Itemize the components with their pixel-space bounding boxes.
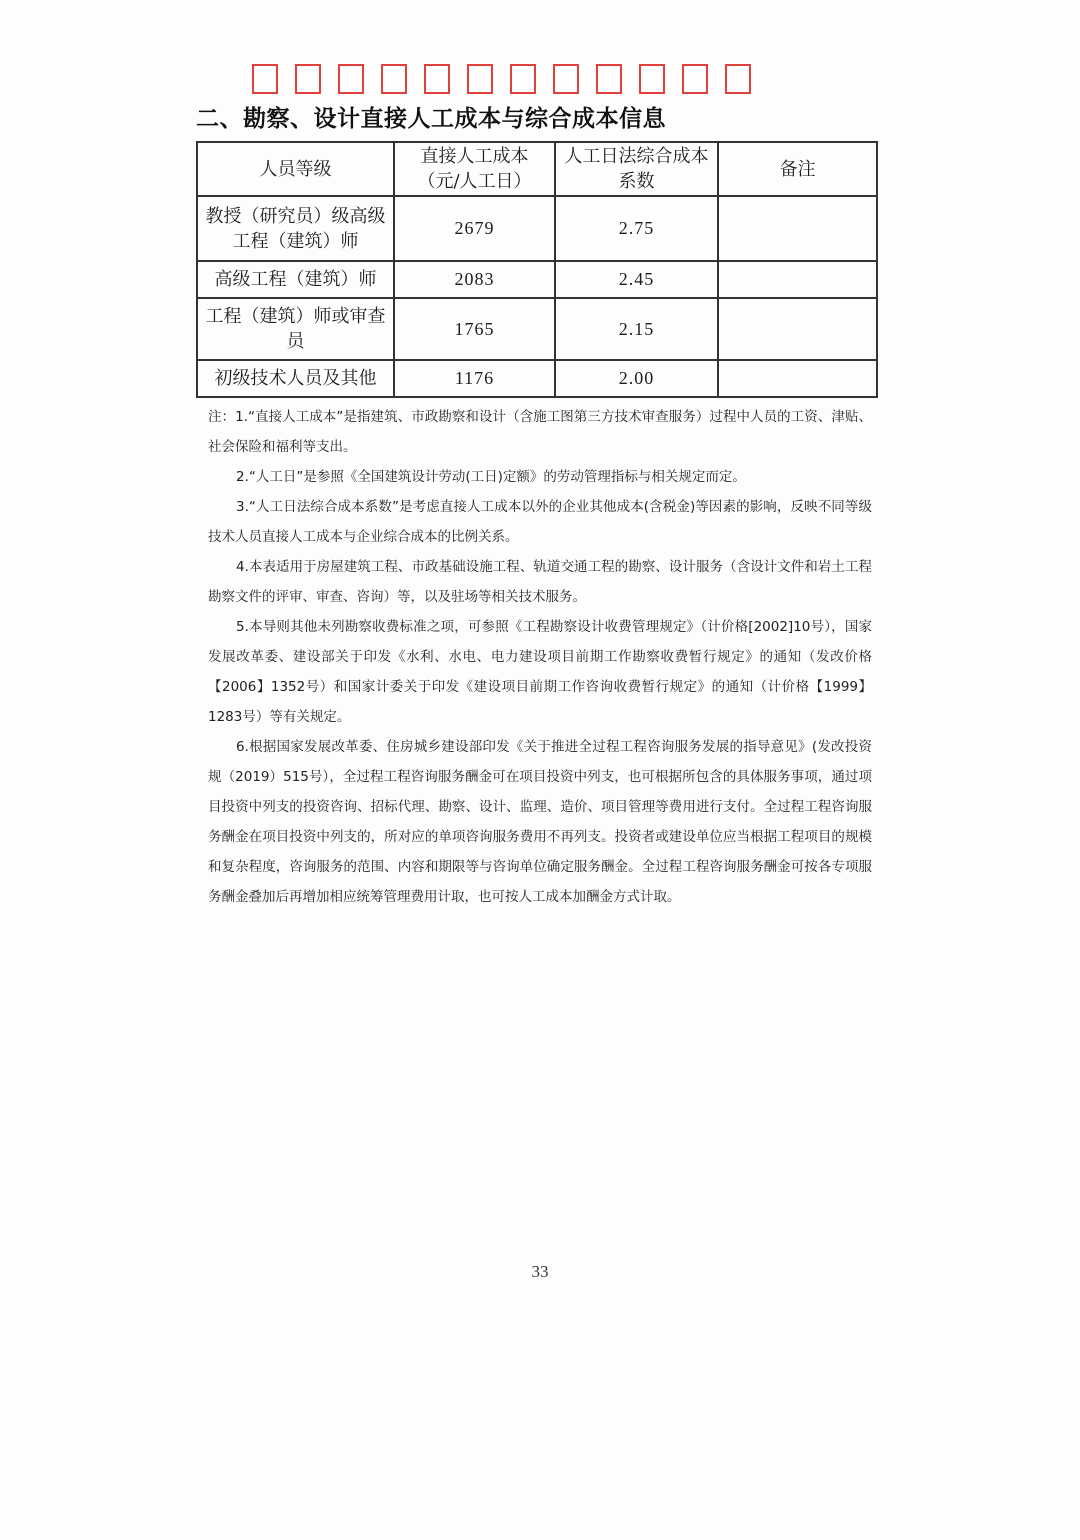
red-box xyxy=(252,64,278,94)
notes-section xyxy=(208,402,872,912)
header-level: 人员等级 xyxy=(197,142,394,196)
cell-coef: 2.00 xyxy=(555,360,718,397)
cell-cost: 2083 xyxy=(394,261,555,298)
red-box-header xyxy=(252,64,751,94)
cell-cost: 1176 xyxy=(394,360,555,397)
header-coef: 人工日法综合成本系数 xyxy=(555,142,718,196)
section-title: 二、勘察、设计直接人工成本与综合成本信息 xyxy=(196,106,666,132)
table-row xyxy=(197,261,877,298)
red-box xyxy=(467,64,493,94)
note-item-4: 4.本表适用于房屋建筑工程、市政基础设施工程、轨道交通工程的勘察、设计服务（含设计文件和岩土工程勘察文件的评审、审查、咨询）等，以及驻场等相关技术服务。 xyxy=(208,559,872,605)
cell-cost: 2679 xyxy=(394,196,555,261)
cost-table xyxy=(196,141,878,398)
header-note: 备注 xyxy=(718,142,877,196)
cell-note xyxy=(718,360,877,397)
cell-note xyxy=(718,261,877,298)
note-item-5: 5.本导则其他未列勘察收费标准之项，可参照《工程勘察设计收费管理规定》（计价格[2002]10号），国家发展改革委、建设部关于印发《水利、水电、电力建设项目前期工作勘察收费暂行规定》的通知（发改价格【2006】1352号）和国家计委关于印发《建设项目前期工作咨询收费暂行规定》的通知（计价格【1999】1283号）等有关规定。 xyxy=(208,619,872,725)
cell-level: 教授（研究员）级高级工程（建筑）师 xyxy=(197,196,394,261)
red-box xyxy=(424,64,450,94)
red-box xyxy=(510,64,536,94)
cell-note xyxy=(718,196,877,261)
cell-level: 工程（建筑）师或审查员 xyxy=(197,298,394,360)
cell-coef: 2.15 xyxy=(555,298,718,360)
red-box xyxy=(725,64,751,94)
red-box xyxy=(295,64,321,94)
red-box xyxy=(381,64,407,94)
cell-level: 初级技术人员及其他 xyxy=(197,360,394,397)
cell-coef: 2.45 xyxy=(555,261,718,298)
cell-level: 高级工程（建筑）师 xyxy=(197,261,394,298)
red-box xyxy=(639,64,665,94)
red-box xyxy=(596,64,622,94)
table-row xyxy=(197,360,877,397)
cell-coef: 2.75 xyxy=(555,196,718,261)
red-box xyxy=(682,64,708,94)
red-box xyxy=(338,64,364,94)
note-item-1: 注：1.“直接人工成本”是指建筑、市政勘察和设计（含施工图第三方技术审查服务）过程中人员的工资、津贴、社会保险和福利等支出。 xyxy=(208,409,872,455)
cell-cost: 1765 xyxy=(394,298,555,360)
table-header-row xyxy=(197,142,877,196)
table-row xyxy=(197,298,877,360)
note-item-6: 6.根据国家发展改革委、住房城乡建设部印发《关于推进全过程工程咨询服务发展的指导意见》(发改投资规（2019）515号），全过程工程咨询服务酬金可在项目投资中列支，也可根据所包含的具体服务事项，通过项目投资中列支的投资咨询、招标代理、勘察、设计、监理、造价、项目管理等费用进行支付。全过程工程咨询服务酬金在项目投资中列支的，所对应的单项咨询服务费用不再列支。投资者或建设单位应当根据工程项目的规模和复杂程度，咨询服务的范围、内容和期限等与咨询单位确定服务酬金。全过程工程咨询服务酬金可按各专项服务酬金叠加后再增加相应统筹管理费用计取，也可按人工成本加酬金方式计取。 xyxy=(208,739,872,905)
red-box xyxy=(553,64,579,94)
note-item-2: 2.“人工日”是参照《全国建筑设计劳动(工日)定额》的劳动管理指标与相关规定而定。 xyxy=(236,469,746,485)
header-cost: 直接人工成本（元/人工日） xyxy=(394,142,555,196)
note-item-3: 3.“人工日法综合成本系数”是考虑直接人工成本以外的企业其他成本(含税金)等因素的影响，反映不同等级技术人员直接人工成本与企业综合成本的比例关系。 xyxy=(208,499,872,545)
cell-note xyxy=(718,298,877,360)
page-number: 33 xyxy=(531,1262,549,1281)
table-row xyxy=(197,196,877,261)
